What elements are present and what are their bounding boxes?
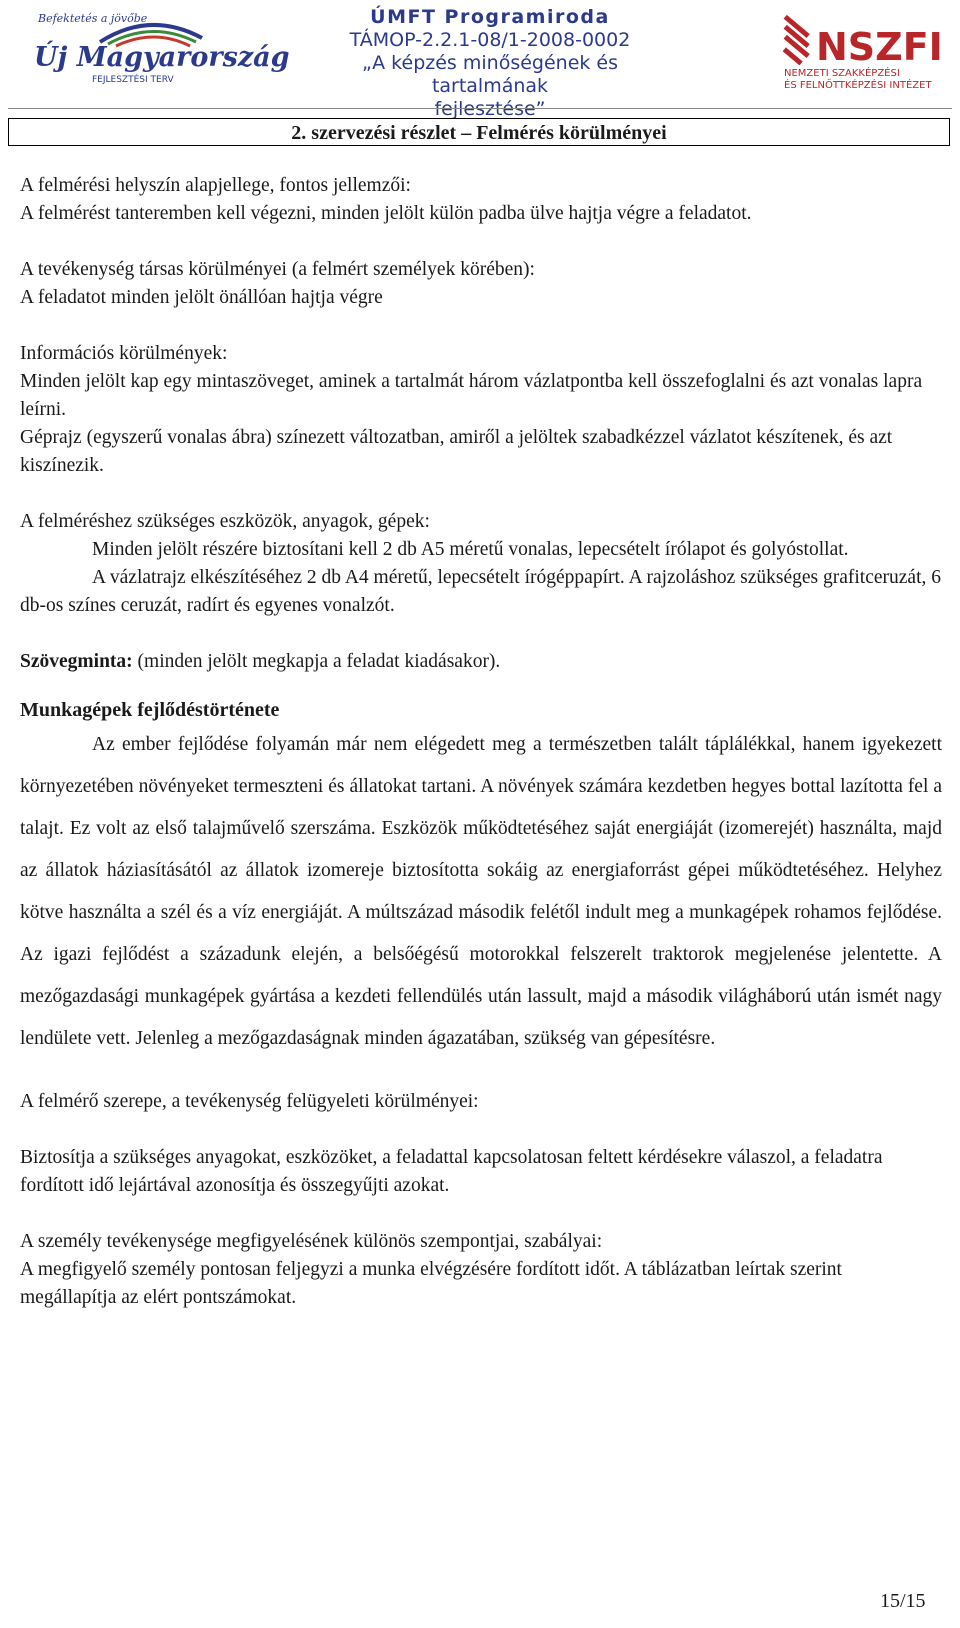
article-text: Az ember fejlődése folyamán már nem elégedett meg a természetben talált táplálékkal, hanem igyekezett környezetében növényeket termeszteni és állatokat tartani. A növények számára kezdetben hegyes bottal lazította fel a talajt. Ez volt az első talajművelő szerszáma. Eszközök működtetéséhez saját energiáját (izomerejét) használta, majd az állatok háziasításától az állatok izomereje biztosította sokáig az energiaforrást gépei működtetéséhez. Helyhez kötve használta a szél és a víz energiáját. A múltszázad második felétől indult meg a munkagépek rohamos fejlődése. Az igazi fejlődést a századunk elején, a belsőégésű motorokkal felszerelt traktorok megjelenése jelentette. A mezőgazdasági munkagépek gyártása a kezdeti fellendülés után lassult, majd a második világháború után ismét nagy lendülete vett. Jelenleg a mezőgazdaságnak minden ágazatában, szükség van gépesítésre. xyxy=(20,734,942,1049)
supervisor-heading: A felmérő szerepe, a tevékenység felügyeleti körülményei: xyxy=(20,1091,479,1112)
logo-sub-text: FEJLESZTÉSI TERV xyxy=(92,75,174,85)
article-title: Munkagépek fejlődéstörténete xyxy=(20,699,280,721)
sample-label: Szövegminta: xyxy=(20,651,133,672)
header-divider xyxy=(8,108,952,109)
info-heading: Információs körülmények: xyxy=(20,343,228,364)
tools-text-2: A vázlatrajz elkészítéséhez 2 db A4 méretű, lepecsételt írógéppapírt. A rajzoláshoz szükséges grafitceruzát, 6 db-os színes ceruzát, radírt és egyenes vonalzót. xyxy=(20,567,941,616)
nszfi-emblem-icon xyxy=(783,15,810,66)
page-header xyxy=(0,0,960,120)
observation-heading: A személy tevékenysége megfigyelésének különös szempontjai, szabályai: xyxy=(20,1231,603,1252)
project-title-line2: fejlesztése” xyxy=(434,98,546,120)
venue-heading: A felmérési helyszín alapjellege, fontos jellemzői: xyxy=(20,175,411,196)
project-title-line1: „A képzés minőségének és tartalmának xyxy=(361,52,619,97)
sample-text: (minden jelölt megkapja a feladat kiadásakor). xyxy=(132,651,501,672)
supervisor-text: Biztosítja a szükséges anyagokat, eszközöket, a feladattal kapcsolatosan feltett kérdésekre válaszol, a feladatra fordított idő lejártával azonosítja és összegyűjti azokat. xyxy=(20,1147,883,1196)
project-code: TÁMOP-2.2.1-08/1-2008-0002 xyxy=(349,29,631,51)
nszfi-sub2: ÉS FELNŐTTKÉPZÉSI INTÉZET xyxy=(784,80,932,91)
info-text-1: Minden jelölt kap egy mintaszöveget, aminek a tartalmát három vázlatpontba kell összefoglalni és azt vonalas lapra leírni. xyxy=(20,371,923,420)
logo-main-text: Új Magyarország xyxy=(34,42,290,73)
tools-heading: A felméréshez szükséges eszközök, anyagok, gépek: xyxy=(20,511,430,532)
nszfi-sub1: NEMZETI SZAKKÉPZÉSI xyxy=(784,68,900,79)
social-heading: A tevékenység társas körülményei (a felmért személyek körében): xyxy=(20,259,535,280)
info-text-2: Géprajz (egyszerű vonalas ábra) színezett változatban, amiről a jelöltek szabadkézzel vázlatot készítenek, és azt kiszínezik. xyxy=(20,427,893,476)
section-title: 2. szervezési részlet – Felmérés körülményei xyxy=(8,118,950,146)
observation-text: A megfigyelő személy pontosan feljegyzi a munka elvégzésére fordított időt. A táblázatban leírtak szerint megállapítja az elért pontszámokat. xyxy=(20,1259,842,1308)
page-number: 15/15 xyxy=(880,1590,926,1612)
logo-tagline: Befektetés a jövőbe xyxy=(38,12,148,25)
document-body xyxy=(20,172,942,1312)
program-office-header xyxy=(330,6,650,121)
tools-text-1: Minden jelölt részére biztosítani kell 2 db A5 méretű vonalas, lepecsételt írólapot és golyóstollat. xyxy=(92,539,849,560)
venue-text: A felmérést tanteremben kell végezni, minden jelölt külön padba ülve hajtja végre a feladatot. xyxy=(20,203,752,224)
program-office-name: ÚMFT Programiroda xyxy=(370,6,610,28)
sample-line xyxy=(20,648,942,676)
nszfi-logo xyxy=(780,16,950,96)
nszfi-wordmark: NSZFI xyxy=(816,25,943,69)
uj-magyarorszag-logo xyxy=(30,8,290,88)
social-text: A feladatot minden jelölt önállóan hajtja végre xyxy=(20,287,383,308)
